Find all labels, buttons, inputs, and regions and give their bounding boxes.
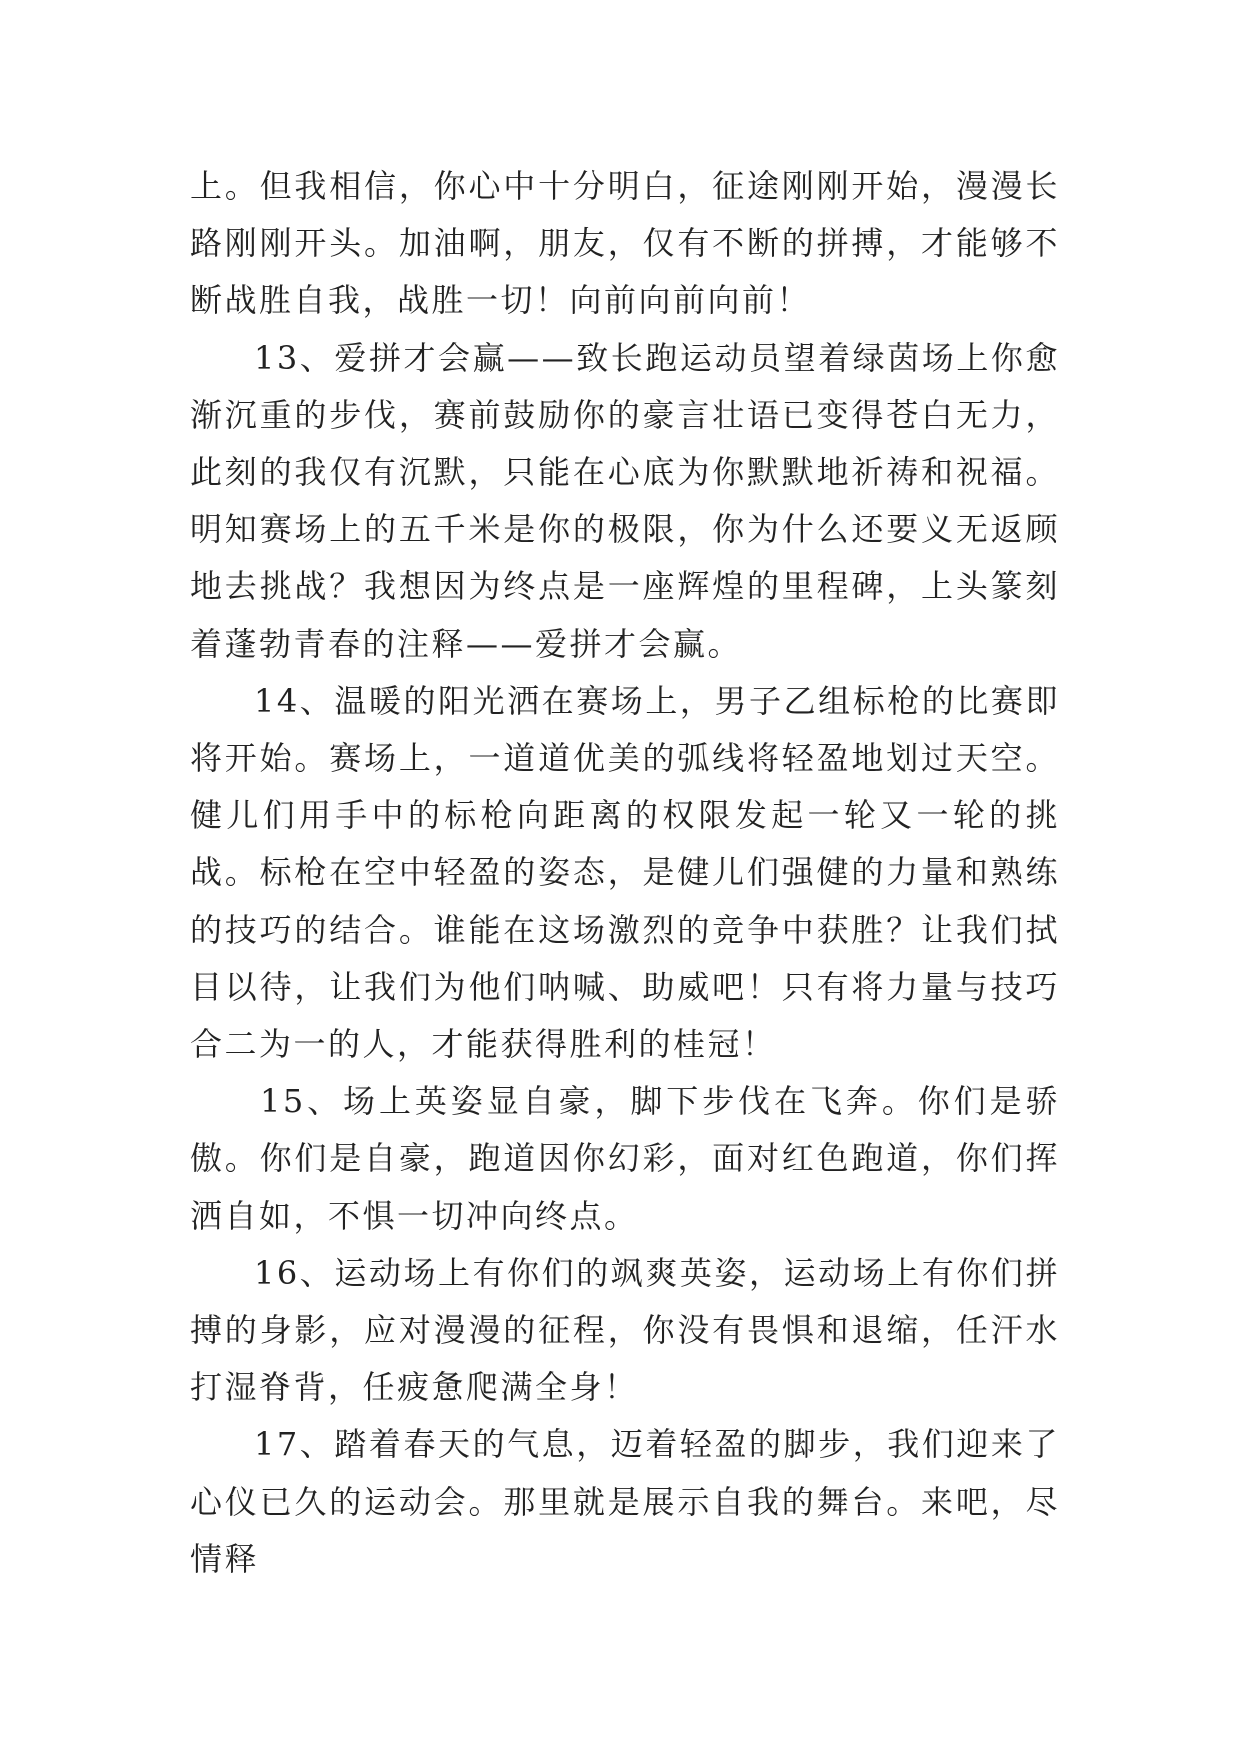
paragraph-15: 15、场上英姿显自豪，脚下步伐在飞奔。你们是骄傲。你们是自豪，跑道因你幻彩，面对红色跑道，你们挥洒自如，不惧一切冲向终点。 (190, 1082, 1060, 1235)
paragraph-16: 16、运动场上有你们的飒爽英姿，运动场上有你们拼搏的身影，应对漫漫的征程，你没有畏惧和退缩，任汗水打湿脊背，任疲惫爬满全身！ (190, 1253, 1060, 1407)
document-body (190, 158, 1060, 1588)
paragraph-14: 14、温暖的阳光洒在赛场上，男子乙组标枪的比赛即将开始。赛场上，一道道优美的弧线将轻盈地划过天空。健儿们用手中的标枪向距离的权限发起一轮又一轮的挑战。标枪在空中轻盈的姿态，是健儿们强健的力量和熟练的技巧的结合。谁能在这场激烈的竞争中获胜？让我们拭目以待，让我们为他们呐喊、助威吧！只有将力量与技巧合二为一的人，才能获得胜利的桂冠！ (190, 681, 1060, 1064)
paragraph-17: 17、踏着春天的气息，迈着轻盈的脚步，我们迎来了心仪已久的运动会。那里就是展示自我的舞台。来吧，尽情释 (190, 1425, 1060, 1578)
paragraph-13: 13、爱拼才会赢——致长跑运动员望着绿茵场上你愈渐沉重的步伐，赛前鼓励你的豪言壮语已变得苍白无力，此刻的我仅有沉默，只能在心底为你默默地祈祷和祝福。明知赛场上的五千米是你的极限，你为什么还要义无返顾地去挑战？我想因为终点是一座辉煌的里程碑，上头篆刻着蓬勃青春的注释——爱拼才会赢。 (190, 338, 1060, 663)
paragraph-continued: 上。但我相信，你心中十分明白，征途刚刚开始，漫漫长路刚刚开头。加油啊，朋友，仅有不断的拼搏，才能够不断战胜自我，战胜一切！向前向前向前！ (190, 167, 1060, 320)
